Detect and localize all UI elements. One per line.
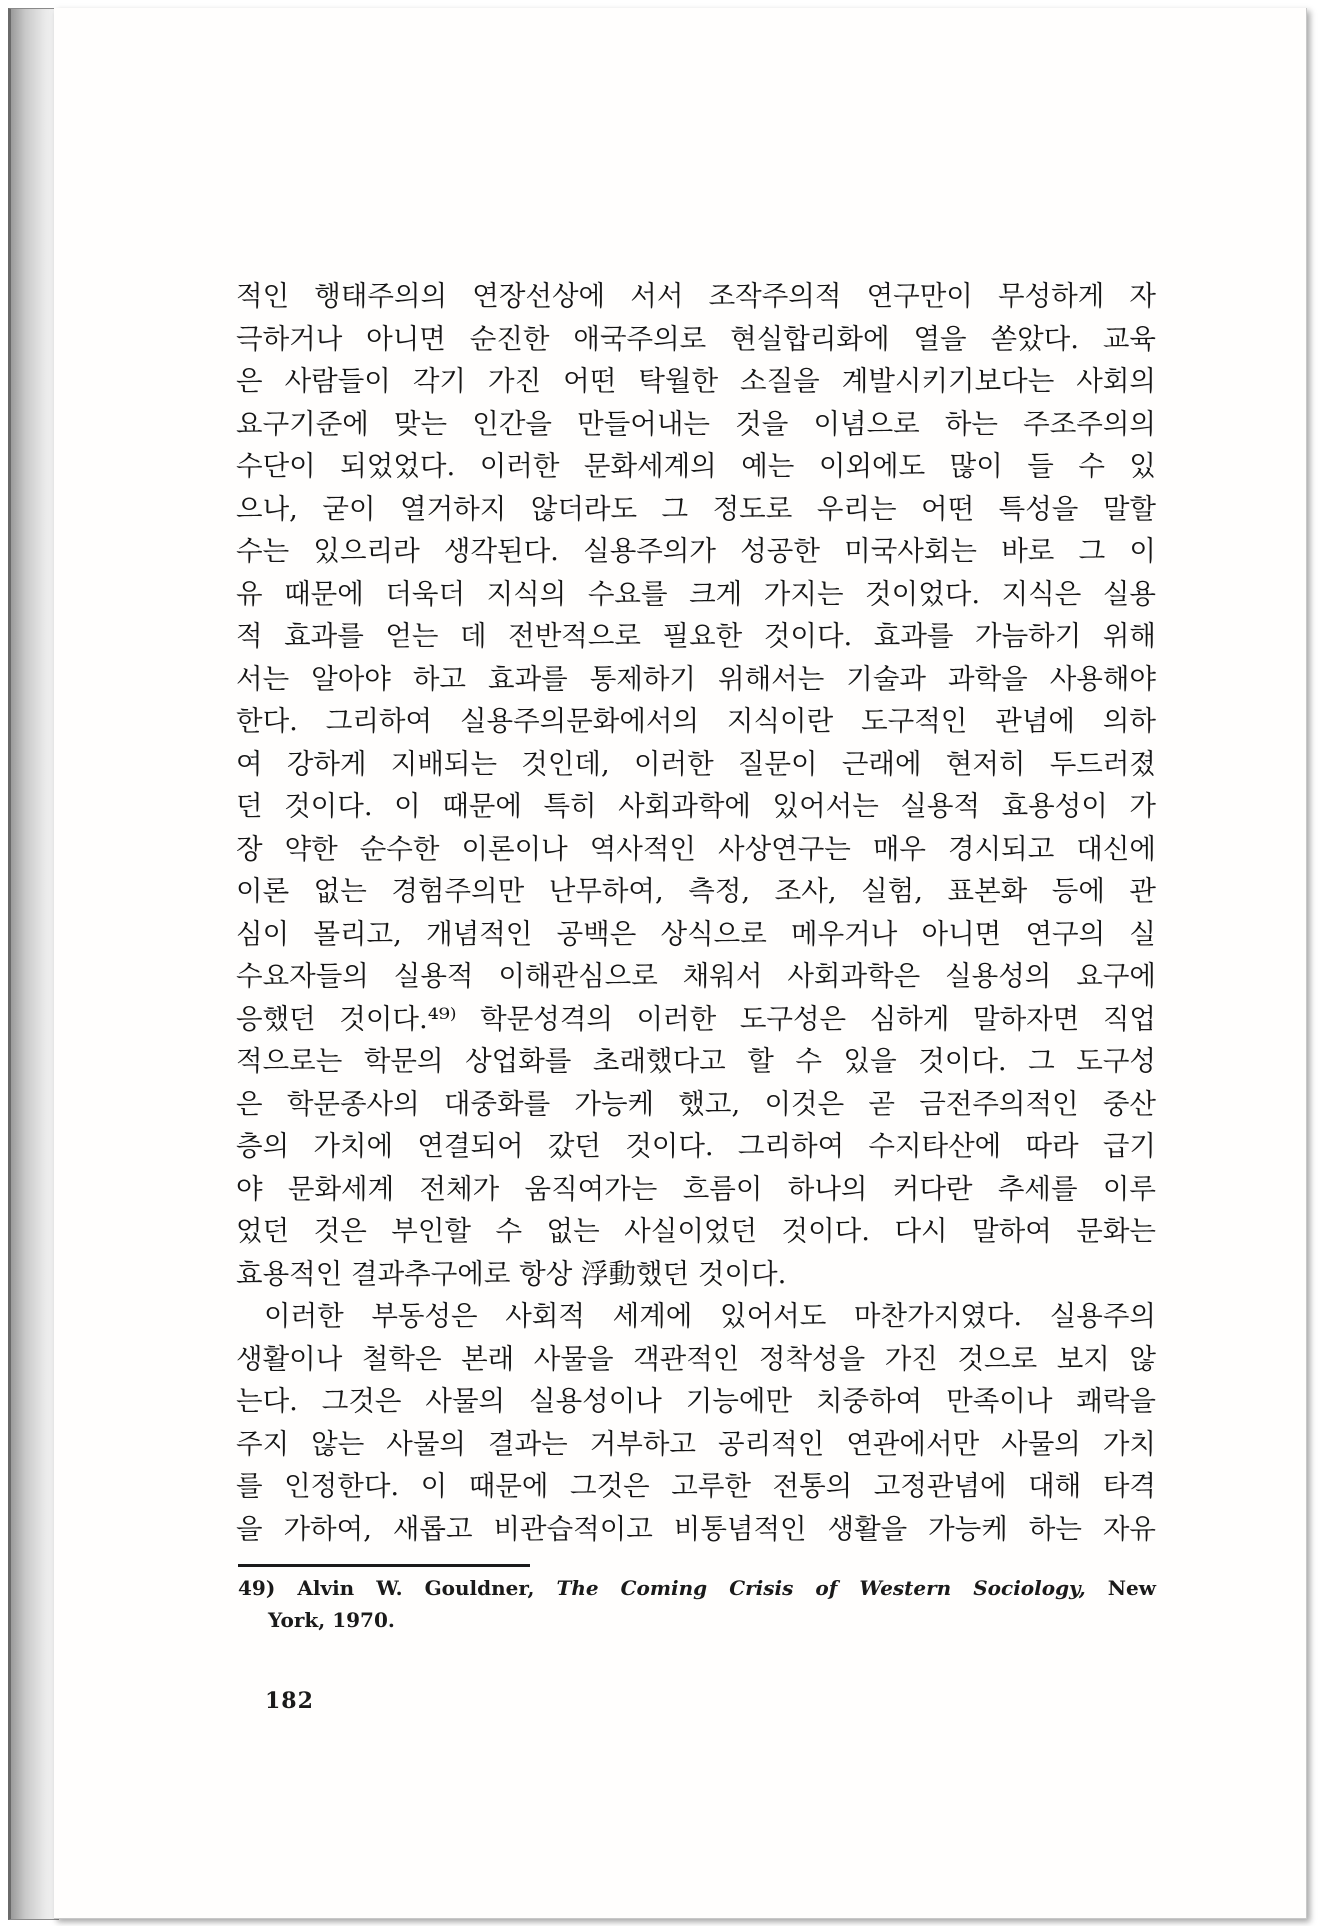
footnote-divider	[238, 1564, 530, 1567]
text-line: 극하거나 아니면 순진한 애국주의로 현실합리화에 열을 쏟았다. 교육	[236, 322, 1156, 355]
text-line: 을 가하여, 새롭고 비관습적이고 비통념적인 생활을 가능케 하는 자유	[236, 1512, 1156, 1545]
footnote	[238, 1572, 1156, 1636]
footnote-line	[238, 1572, 1156, 1604]
text-line: 여 강하게 지배되는 것인데, 이러한 질문이 근래에 현저히 두드러졌	[236, 747, 1156, 780]
text-line: 주지 않는 사물의 결과는 거부하고 공리적인 연관에서만 사물의 가치	[236, 1427, 1156, 1460]
text-line: 적으로는 학문의 상업화를 초래했다고 할 수 있을 것이다. 그 도구성	[236, 1045, 1156, 1077]
footnote-place: New	[1107, 1576, 1156, 1600]
text-line: 이러한 부동성은 사회적 세계에 있어서도 마찬가지였다. 실용주의	[264, 1300, 1156, 1332]
text-line: 야 문화세계 전체가 움직여가는 흐름이 하나의 커다란 추세를 이루	[236, 1172, 1156, 1205]
text-line: 은 학문종사의 대중화를 가능케 했고, 이것은 곧 금전주의적인 중산	[236, 1087, 1156, 1120]
text-line: 수는 있으리라 생각된다. 실용주의가 성공한 미국사회는 바로 그 이	[236, 535, 1156, 567]
footnote-number: 49)	[238, 1576, 276, 1600]
page-number: 182	[265, 1688, 314, 1714]
text-line: 었던 것은 부인할 수 없는 사실이었던 것이다. 다시 말하여 문화는	[236, 1215, 1156, 1247]
body-text	[236, 275, 1156, 1550]
text-line: 한다. 그리하여 실용주의문화에서의 지식이란 도구적인 관념에 의하	[236, 705, 1156, 737]
text-line: 은 사람들이 각기 가진 어떤 탁월한 소질을 계발시키기보다는 사회의	[236, 365, 1156, 397]
text-line: 적 효과를 얻는 데 전반적으로 필요한 것이다. 효과를 가늠하기 위해	[236, 620, 1156, 652]
text-line: 수단이 되었었다. 이러한 문화세계의 예는 이외에도 많이 들 수 있	[236, 450, 1156, 482]
footnote-line	[268, 1604, 1156, 1636]
footnote-place-cont: York,	[268, 1608, 326, 1632]
text-line: 를 인정한다. 이 때문에 그것은 고루한 전통의 고정관념에 대해 타격	[236, 1470, 1156, 1502]
text-line: 생활이나 철학은 본래 사물을 객관적인 정착성을 가진 것으로 보지 않	[236, 1342, 1156, 1375]
text-line: 요구기준에 맞는 인간을 만들어내는 것을 이념으로 하는 주조주의의	[236, 407, 1156, 440]
footnote-author: Alvin W. Gouldner,	[297, 1576, 535, 1600]
text-line: 던 것이다. 이 때문에 특히 사회과학에 있어서는 실용적 효용성이 가	[236, 790, 1156, 822]
footnote-title: The Coming Crisis of Western Sociology,	[556, 1576, 1086, 1600]
text-line: 응했던 것이다.⁴⁹⁾ 학문성격의 이러한 도구성은 심하게 말하자면 직업	[236, 1002, 1156, 1035]
book-edge	[8, 8, 59, 1920]
footnote-year: 1970.	[332, 1608, 395, 1632]
text-line: 층의 가치에 연결되어 갔던 것이다. 그리하여 수지타산에 따라 급기	[236, 1130, 1156, 1162]
text-line: 는다. 그것은 사물의 실용성이나 기능에만 치중하여 만족이나 쾌락을	[236, 1385, 1156, 1417]
text-line: 유 때문에 더욱더 지식의 수요를 크게 가지는 것이었다. 지식은 실용	[236, 577, 1156, 610]
text-line: 심이 몰리고, 개념적인 공백은 상식으로 메우거나 아니면 연구의 실	[236, 917, 1156, 950]
text-line: 이론 없는 경험주의만 난무하여, 측정, 조사, 실험, 표본화 등에 관	[236, 875, 1156, 907]
text-line: 으나, 굳이 열거하지 않더라도 그 정도로 우리는 어떤 특성을 말할	[236, 492, 1156, 525]
text-line: 적인 행태주의의 연장선상에 서서 조작주의적 연구만이 무성하게 자	[236, 280, 1156, 312]
text-line: 효용적인 결과추구에로 항상 浮動했던 것이다.	[236, 1257, 787, 1290]
text-line: 서는 알아야 하고 효과를 통제하기 위해서는 기술과 과학을 사용해야	[236, 662, 1156, 695]
text-line: 장 약한 순수한 이론이나 역사적인 사상연구는 매우 경시되고 대신에	[236, 832, 1156, 865]
text-line: 수요자들의 실용적 이해관심으로 채워서 사회과학은 실용성의 요구에	[236, 960, 1156, 992]
